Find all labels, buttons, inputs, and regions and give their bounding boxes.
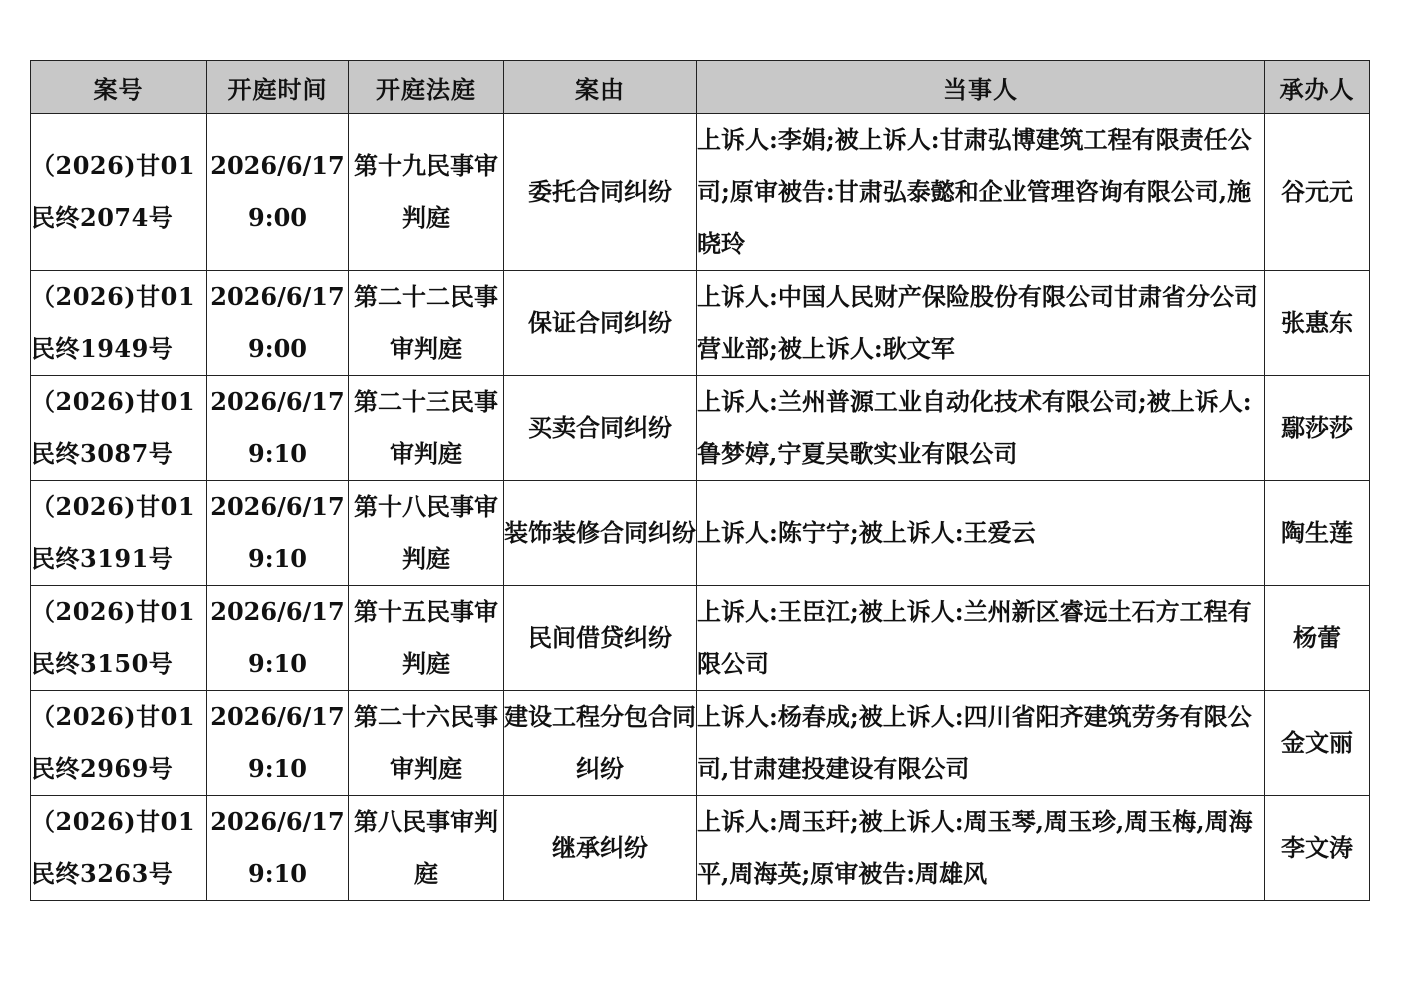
cause-cell: 保证合同纠纷 xyxy=(504,271,697,376)
judge-cell: 金文丽 xyxy=(1265,691,1370,796)
case-number-line2: 民终3150号 xyxy=(31,649,174,678)
courtroom-cell: 第十九民事审判庭 xyxy=(349,114,504,271)
judge-cell: 李文涛 xyxy=(1265,796,1370,901)
courtroom-cell: 第二十三民事审判庭 xyxy=(349,376,504,481)
case-number-line2: 民终2969号 xyxy=(31,754,174,783)
case-number-line1: （2026)甘01 xyxy=(31,282,196,311)
hearing-date: 2026/6/17 xyxy=(210,702,345,731)
hearing-clock: 9:10 xyxy=(248,439,307,468)
parties-cell: 上诉人:王臣江;被上诉人:兰州新区睿远土石方工程有限公司 xyxy=(697,586,1265,691)
header-hearing-time: 开庭时间 xyxy=(207,61,349,114)
hearing-clock: 9:10 xyxy=(248,544,307,573)
hearing-date: 2026/6/17 xyxy=(210,807,345,836)
courtroom-cell: 第十五民事审判庭 xyxy=(349,586,504,691)
courtroom-cell: 第二十二民事审判庭 xyxy=(349,271,504,376)
header-case-no: 案号 xyxy=(31,61,207,114)
hearing-schedule xyxy=(30,60,1369,901)
hearing-date: 2026/6/17 xyxy=(210,597,345,626)
table-row xyxy=(31,114,1370,271)
hearing-clock: 9:10 xyxy=(248,649,307,678)
judge-cell: 张惠东 xyxy=(1265,271,1370,376)
cause-cell: 民间借贷纠纷 xyxy=(504,586,697,691)
hearing-time-cell xyxy=(207,796,349,901)
parties-cell: 上诉人:陈宁宁;被上诉人:王爱云 xyxy=(697,481,1265,586)
hearing-date: 2026/6/17 xyxy=(210,151,345,180)
case-number-line1: （2026)甘01 xyxy=(31,387,196,416)
judge-cell: 鄢莎莎 xyxy=(1265,376,1370,481)
parties-cell: 上诉人:杨春成;被上诉人:四川省阳齐建筑劳务有限公司,甘肃建投建设有限公司 xyxy=(697,691,1265,796)
table-row xyxy=(31,481,1370,586)
hearing-time-cell xyxy=(207,481,349,586)
table-row xyxy=(31,271,1370,376)
hearing-time-cell xyxy=(207,114,349,271)
case-number-line2: 民终3263号 xyxy=(31,859,174,888)
header-cause: 案由 xyxy=(504,61,697,114)
hearing-time-cell xyxy=(207,586,349,691)
case-number-line1: （2026)甘01 xyxy=(31,807,196,836)
cause-cell: 继承纠纷 xyxy=(504,796,697,901)
courtroom-cell: 第十八民事审判庭 xyxy=(349,481,504,586)
case-number-line1: （2026)甘01 xyxy=(31,597,196,626)
header-row xyxy=(31,61,1370,114)
table-row xyxy=(31,796,1370,901)
hearing-clock: 9:00 xyxy=(248,203,307,232)
judge-cell: 陶生莲 xyxy=(1265,481,1370,586)
cause-cell: 买卖合同纠纷 xyxy=(504,376,697,481)
case-number-line2: 民终3087号 xyxy=(31,439,174,468)
case-number-line2: 民终2074号 xyxy=(31,203,174,232)
parties-cell: 上诉人:李娟;被上诉人:甘肃弘博建筑工程有限责任公司;原审被告:甘肃弘泰懿和企业管理咨询有限公司,施晓玲 xyxy=(697,114,1265,271)
parties-cell: 上诉人:中国人民财产保险股份有限公司甘肃省分公司营业部;被上诉人:耿文军 xyxy=(697,271,1265,376)
case-number-cell xyxy=(31,481,207,586)
case-number-cell xyxy=(31,691,207,796)
header-judge: 承办人 xyxy=(1265,61,1370,114)
hearing-clock: 9:10 xyxy=(248,754,307,783)
hearing-time-cell xyxy=(207,271,349,376)
hearing-clock: 9:00 xyxy=(248,334,307,363)
case-number-line1: （2026)甘01 xyxy=(31,702,196,731)
courtroom-cell: 第二十六民事审判庭 xyxy=(349,691,504,796)
header-parties: 当事人 xyxy=(697,61,1265,114)
case-number-cell xyxy=(31,271,207,376)
hearing-date: 2026/6/17 xyxy=(210,282,345,311)
case-number-line2: 民终3191号 xyxy=(31,544,174,573)
case-number-cell xyxy=(31,376,207,481)
table-row xyxy=(31,376,1370,481)
hearing-time-cell xyxy=(207,691,349,796)
case-number-line1: （2026)甘01 xyxy=(31,151,196,180)
courtroom-cell: 第八民事审判庭 xyxy=(349,796,504,901)
case-number-line1: （2026)甘01 xyxy=(31,492,196,521)
table-row xyxy=(31,691,1370,796)
case-number-cell xyxy=(31,114,207,271)
case-number-cell xyxy=(31,796,207,901)
parties-cell: 上诉人:兰州普源工业自动化技术有限公司;被上诉人:鲁梦婷,宁夏吴歌实业有限公司 xyxy=(697,376,1265,481)
hearing-date: 2026/6/17 xyxy=(210,387,345,416)
judge-cell: 谷元元 xyxy=(1265,114,1370,271)
cause-cell: 装饰装修合同纠纷 xyxy=(504,481,697,586)
hearing-clock: 9:10 xyxy=(248,859,307,888)
hearing-date: 2026/6/17 xyxy=(210,492,345,521)
parties-cell: 上诉人:周玉玕;被上诉人:周玉琴,周玉珍,周玉梅,周海平,周海英;原审被告:周雄风 xyxy=(697,796,1265,901)
header-courtroom: 开庭法庭 xyxy=(349,61,504,114)
case-number-cell xyxy=(31,586,207,691)
hearing-schedule-table xyxy=(30,60,1370,901)
table-row xyxy=(31,586,1370,691)
hearing-time-cell xyxy=(207,376,349,481)
cause-cell: 建设工程分包合同纠纷 xyxy=(504,691,697,796)
case-number-line2: 民终1949号 xyxy=(31,334,174,363)
judge-cell: 杨蕾 xyxy=(1265,586,1370,691)
cause-cell: 委托合同纠纷 xyxy=(504,114,697,271)
